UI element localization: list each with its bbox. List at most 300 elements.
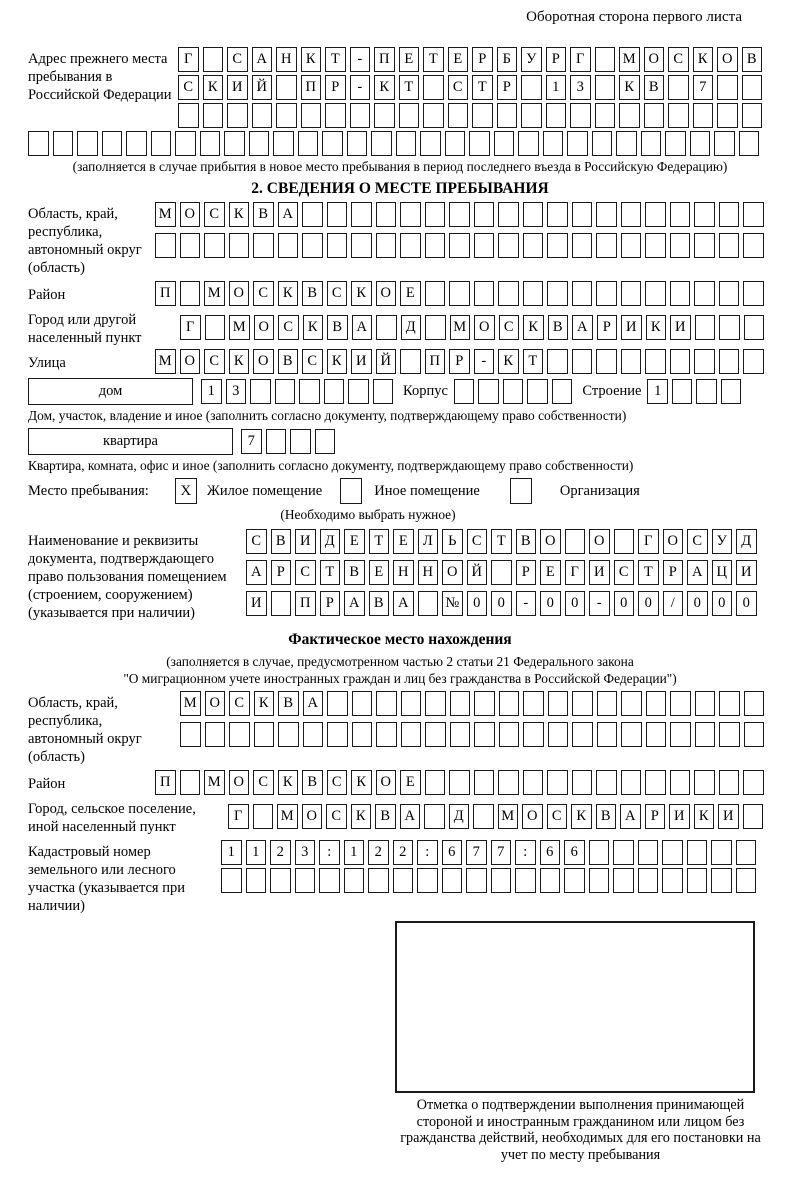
char-cell[interactable] [227, 103, 248, 128]
char-cell[interactable]: 1 [647, 379, 668, 404]
char-cell[interactable]: 7 [491, 840, 512, 865]
char-cell[interactable] [547, 281, 568, 306]
char-cell[interactable] [644, 103, 665, 128]
char-cell[interactable] [445, 131, 466, 156]
char-cell[interactable] [621, 349, 642, 374]
char-cell[interactable] [613, 840, 634, 865]
document-row-1[interactable] [246, 529, 761, 554]
char-cell[interactable]: 0 [712, 591, 733, 616]
char-cell[interactable] [474, 281, 495, 306]
char-cell[interactable] [273, 131, 294, 156]
char-cell[interactable] [744, 315, 765, 340]
char-cell[interactable] [694, 770, 715, 795]
char-cell[interactable] [102, 131, 123, 156]
char-cell[interactable] [229, 233, 250, 258]
char-cell[interactable] [276, 75, 297, 100]
char-cell[interactable] [547, 233, 568, 258]
char-cell[interactable]: М [204, 281, 225, 306]
char-cell[interactable]: О [253, 349, 274, 374]
al-oblast-row-1[interactable] [180, 691, 768, 716]
char-cell[interactable]: : [319, 840, 340, 865]
char-cell[interactable]: С [448, 75, 469, 100]
apartment-cells[interactable] [241, 429, 339, 454]
char-cell[interactable]: С [229, 691, 250, 716]
char-cell[interactable]: В [327, 315, 348, 340]
char-cell[interactable]: 0 [491, 591, 512, 616]
char-cell[interactable]: Т [325, 47, 346, 72]
char-cell[interactable] [327, 233, 348, 258]
char-cell[interactable]: К [646, 315, 667, 340]
char-cell[interactable]: - [516, 591, 537, 616]
char-cell[interactable]: У [712, 529, 733, 554]
char-cell[interactable]: Р [320, 591, 341, 616]
char-cell[interactable] [518, 131, 539, 156]
char-cell[interactable] [200, 131, 221, 156]
char-cell[interactable] [466, 868, 487, 893]
char-cell[interactable] [376, 315, 397, 340]
char-cell[interactable] [523, 281, 544, 306]
char-cell[interactable] [621, 233, 642, 258]
char-cell[interactable] [694, 349, 715, 374]
char-cell[interactable]: И [351, 349, 372, 374]
char-cell[interactable] [589, 840, 610, 865]
char-cell[interactable]: 0 [540, 591, 561, 616]
char-cell[interactable] [472, 103, 493, 128]
char-cell[interactable] [638, 840, 659, 865]
char-cell[interactable] [246, 868, 267, 893]
char-cell[interactable] [672, 379, 693, 404]
char-cell[interactable] [325, 103, 346, 128]
char-cell[interactable] [203, 103, 224, 128]
char-cell[interactable]: О [663, 529, 684, 554]
char-cell[interactable] [572, 233, 593, 258]
char-cell[interactable] [474, 722, 495, 747]
char-cell[interactable] [180, 281, 201, 306]
char-cell[interactable] [687, 840, 708, 865]
char-cell[interactable]: О [522, 804, 543, 829]
char-cell[interactable] [614, 529, 635, 554]
char-cell[interactable] [646, 691, 667, 716]
char-cell[interactable]: В [375, 804, 396, 829]
char-cell[interactable]: О [229, 770, 250, 795]
char-cell[interactable] [425, 202, 446, 227]
char-cell[interactable] [229, 722, 250, 747]
char-cell[interactable]: С [204, 202, 225, 227]
char-cell[interactable]: И [718, 804, 739, 829]
char-cell[interactable]: М [155, 349, 176, 374]
char-cell[interactable]: Р [472, 47, 493, 72]
char-cell[interactable]: Н [276, 47, 297, 72]
char-cell[interactable]: : [515, 840, 536, 865]
char-cell[interactable]: Г [178, 47, 199, 72]
dom-number-cells[interactable] [201, 379, 397, 404]
char-cell[interactable] [744, 691, 765, 716]
char-cell[interactable] [641, 131, 662, 156]
char-cell[interactable]: Д [320, 529, 341, 554]
char-cell[interactable]: Е [369, 560, 390, 585]
char-cell[interactable] [595, 47, 616, 72]
char-cell[interactable]: В [278, 349, 299, 374]
char-cell[interactable] [521, 103, 542, 128]
char-cell[interactable]: О [254, 315, 275, 340]
char-cell[interactable] [645, 233, 666, 258]
char-cell[interactable]: И [589, 560, 610, 585]
char-cell[interactable] [473, 804, 494, 829]
char-cell[interactable]: И [670, 315, 691, 340]
char-cell[interactable] [548, 691, 569, 716]
char-cell[interactable]: А [620, 804, 641, 829]
char-cell[interactable] [450, 691, 471, 716]
char-cell[interactable] [205, 722, 226, 747]
char-cell[interactable]: А [252, 47, 273, 72]
char-cell[interactable] [694, 233, 715, 258]
char-cell[interactable]: С [295, 560, 316, 585]
korpus-cells[interactable] [454, 379, 577, 404]
char-cell[interactable] [425, 315, 446, 340]
char-cell[interactable]: К [203, 75, 224, 100]
char-cell[interactable]: Б [497, 47, 518, 72]
char-cell[interactable]: 0 [614, 591, 635, 616]
char-cell[interactable] [449, 233, 470, 258]
char-cell[interactable] [596, 202, 617, 227]
char-cell[interactable]: А [246, 560, 267, 585]
char-cell[interactable] [552, 379, 573, 404]
char-cell[interactable] [668, 75, 689, 100]
char-cell[interactable] [595, 103, 616, 128]
char-cell[interactable]: : [417, 840, 438, 865]
char-cell[interactable] [548, 722, 569, 747]
char-cell[interactable] [175, 131, 196, 156]
char-cell[interactable]: С [227, 47, 248, 72]
char-cell[interactable] [670, 770, 691, 795]
char-cell[interactable]: В [369, 591, 390, 616]
char-cell[interactable] [695, 722, 716, 747]
char-cell[interactable]: И [621, 315, 642, 340]
char-cell[interactable]: 0 [736, 591, 757, 616]
char-cell[interactable]: К [229, 349, 250, 374]
char-cell[interactable] [396, 131, 417, 156]
char-cell[interactable] [425, 722, 446, 747]
char-cell[interactable]: К [327, 349, 348, 374]
char-cell[interactable]: Г [180, 315, 201, 340]
char-cell[interactable] [498, 281, 519, 306]
char-cell[interactable] [204, 233, 225, 258]
char-cell[interactable]: С [253, 770, 274, 795]
char-cell[interactable] [205, 315, 226, 340]
char-cell[interactable] [478, 379, 499, 404]
char-cell[interactable] [717, 75, 738, 100]
char-cell[interactable] [696, 379, 717, 404]
char-cell[interactable]: 3 [570, 75, 591, 100]
char-cell[interactable] [368, 868, 389, 893]
char-cell[interactable]: Р [597, 315, 618, 340]
char-cell[interactable]: П [155, 281, 176, 306]
char-cell[interactable]: П [425, 349, 446, 374]
char-cell[interactable]: В [548, 315, 569, 340]
char-cell[interactable] [719, 315, 740, 340]
char-cell[interactable]: К [301, 47, 322, 72]
char-cell[interactable] [693, 103, 714, 128]
char-cell[interactable] [546, 103, 567, 128]
char-cell[interactable] [572, 770, 593, 795]
char-cell[interactable]: Ц [712, 560, 733, 585]
char-cell[interactable] [126, 131, 147, 156]
char-cell[interactable] [299, 379, 320, 404]
char-cell[interactable]: 1 [246, 840, 267, 865]
char-cell[interactable]: А [303, 691, 324, 716]
char-cell[interactable]: В [253, 202, 274, 227]
char-cell[interactable] [621, 691, 642, 716]
char-cell[interactable]: С [204, 349, 225, 374]
char-cell[interactable] [540, 868, 561, 893]
char-cell[interactable] [420, 131, 441, 156]
char-cell[interactable] [743, 349, 764, 374]
char-cell[interactable]: Е [540, 560, 561, 585]
char-cell[interactable]: С [467, 529, 488, 554]
char-cell[interactable] [670, 202, 691, 227]
char-cell[interactable]: 3 [295, 840, 316, 865]
char-cell[interactable]: Г [565, 560, 586, 585]
char-cell[interactable]: О [474, 315, 495, 340]
char-cell[interactable] [301, 103, 322, 128]
char-cell[interactable]: М [180, 691, 201, 716]
char-cell[interactable]: С [178, 75, 199, 100]
char-cell[interactable] [295, 868, 316, 893]
char-cell[interactable] [423, 75, 444, 100]
char-cell[interactable]: Е [400, 770, 421, 795]
char-cell[interactable] [743, 281, 764, 306]
char-cell[interactable] [371, 131, 392, 156]
char-cell[interactable]: Д [736, 529, 757, 554]
char-cell[interactable] [278, 233, 299, 258]
char-cell[interactable]: В [516, 529, 537, 554]
char-cell[interactable]: № [442, 591, 463, 616]
char-cell[interactable]: О [180, 349, 201, 374]
char-cell[interactable] [621, 722, 642, 747]
char-cell[interactable] [425, 770, 446, 795]
prev-address-row-3[interactable] [178, 103, 766, 128]
char-cell[interactable] [668, 103, 689, 128]
char-cell[interactable] [28, 131, 49, 156]
char-cell[interactable] [719, 281, 740, 306]
char-cell[interactable]: Й [376, 349, 397, 374]
char-cell[interactable]: Й [467, 560, 488, 585]
char-cell[interactable] [646, 722, 667, 747]
char-cell[interactable] [621, 281, 642, 306]
char-cell[interactable]: 7 [466, 840, 487, 865]
cadastre-row-1[interactable] [221, 840, 760, 865]
char-cell[interactable]: В [344, 560, 365, 585]
char-cell[interactable]: К [303, 315, 324, 340]
char-cell[interactable] [374, 103, 395, 128]
char-cell[interactable] [721, 379, 742, 404]
char-cell[interactable] [254, 722, 275, 747]
char-cell[interactable]: Т [638, 560, 659, 585]
char-cell[interactable] [743, 233, 764, 258]
char-cell[interactable]: О [229, 281, 250, 306]
char-cell[interactable]: У [521, 47, 542, 72]
char-cell[interactable]: К [278, 281, 299, 306]
char-cell[interactable]: К [523, 315, 544, 340]
char-cell[interactable]: Е [344, 529, 365, 554]
document-row-3[interactable] [246, 591, 761, 616]
char-cell[interactable] [695, 691, 716, 716]
char-cell[interactable] [180, 233, 201, 258]
char-cell[interactable]: П [295, 591, 316, 616]
char-cell[interactable] [469, 131, 490, 156]
char-cell[interactable]: Р [271, 560, 292, 585]
char-cell[interactable]: М [498, 804, 519, 829]
char-cell[interactable]: О [644, 47, 665, 72]
char-cell[interactable]: В [596, 804, 617, 829]
checkbox-inoe[interactable] [340, 478, 362, 504]
char-cell[interactable] [376, 233, 397, 258]
char-cell[interactable] [739, 131, 760, 156]
char-cell[interactable]: Р [645, 804, 666, 829]
char-cell[interactable] [474, 233, 495, 258]
char-cell[interactable] [253, 233, 274, 258]
char-cell[interactable] [717, 103, 738, 128]
al-raion-row[interactable] [155, 770, 768, 795]
char-cell[interactable]: К [693, 47, 714, 72]
char-cell[interactable] [670, 722, 691, 747]
char-cell[interactable]: Н [393, 560, 414, 585]
char-cell[interactable]: М [277, 804, 298, 829]
char-cell[interactable]: Т [491, 529, 512, 554]
char-cell[interactable] [180, 722, 201, 747]
char-cell[interactable]: Т [399, 75, 420, 100]
char-cell[interactable] [621, 770, 642, 795]
char-cell[interactable]: И [295, 529, 316, 554]
char-cell[interactable] [180, 770, 201, 795]
char-cell[interactable] [621, 202, 642, 227]
char-cell[interactable] [497, 103, 518, 128]
char-cell[interactable] [250, 379, 271, 404]
char-cell[interactable] [53, 131, 74, 156]
char-cell[interactable] [596, 770, 617, 795]
checkbox-zhiloe[interactable]: X [175, 478, 197, 504]
char-cell[interactable] [352, 691, 373, 716]
char-cell[interactable] [694, 281, 715, 306]
char-cell[interactable]: И [227, 75, 248, 100]
char-cell[interactable]: Н [418, 560, 439, 585]
char-cell[interactable]: 2 [270, 840, 291, 865]
char-cell[interactable]: Й [252, 75, 273, 100]
s2-oblast-row-2[interactable] [155, 233, 768, 258]
char-cell[interactable] [572, 722, 593, 747]
char-cell[interactable] [252, 103, 273, 128]
char-cell[interactable] [418, 591, 439, 616]
char-cell[interactable] [302, 202, 323, 227]
char-cell[interactable] [275, 379, 296, 404]
char-cell[interactable] [719, 233, 740, 258]
char-cell[interactable]: О [302, 804, 323, 829]
prev-address-row-1[interactable] [178, 47, 766, 72]
char-cell[interactable] [572, 691, 593, 716]
char-cell[interactable] [572, 281, 593, 306]
char-cell[interactable] [270, 868, 291, 893]
char-cell[interactable]: Ь [442, 529, 463, 554]
char-cell[interactable] [298, 131, 319, 156]
char-cell[interactable]: А [400, 804, 421, 829]
char-cell[interactable] [742, 75, 763, 100]
char-cell[interactable] [596, 281, 617, 306]
char-cell[interactable]: 0 [687, 591, 708, 616]
char-cell[interactable]: Т [523, 349, 544, 374]
char-cell[interactable]: - [350, 47, 371, 72]
char-cell[interactable] [315, 429, 336, 454]
char-cell[interactable]: Г [228, 804, 249, 829]
char-cell[interactable]: Р [663, 560, 684, 585]
char-cell[interactable] [619, 103, 640, 128]
char-cell[interactable]: Р [516, 560, 537, 585]
char-cell[interactable] [670, 349, 691, 374]
char-cell[interactable] [474, 691, 495, 716]
char-cell[interactable]: / [663, 591, 684, 616]
char-cell[interactable] [662, 868, 683, 893]
char-cell[interactable]: К [351, 281, 372, 306]
char-cell[interactable]: К [694, 804, 715, 829]
char-cell[interactable] [499, 722, 520, 747]
char-cell[interactable] [665, 131, 686, 156]
char-cell[interactable] [393, 868, 414, 893]
char-cell[interactable] [572, 349, 593, 374]
char-cell[interactable] [400, 202, 421, 227]
char-cell[interactable]: С [253, 281, 274, 306]
char-cell[interactable] [327, 722, 348, 747]
char-cell[interactable]: Р [449, 349, 470, 374]
char-cell[interactable] [523, 233, 544, 258]
char-cell[interactable]: П [301, 75, 322, 100]
char-cell[interactable] [523, 722, 544, 747]
char-cell[interactable]: О [205, 691, 226, 716]
char-cell[interactable]: М [204, 770, 225, 795]
s2-raion-row[interactable] [155, 281, 768, 306]
char-cell[interactable] [494, 131, 515, 156]
char-cell[interactable] [597, 691, 618, 716]
char-cell[interactable] [596, 233, 617, 258]
char-cell[interactable] [523, 770, 544, 795]
char-cell[interactable]: О [717, 47, 738, 72]
char-cell[interactable] [376, 722, 397, 747]
char-cell[interactable] [401, 722, 422, 747]
char-cell[interactable] [613, 868, 634, 893]
char-cell[interactable] [448, 103, 469, 128]
char-cell[interactable] [670, 233, 691, 258]
char-cell[interactable]: О [376, 770, 397, 795]
al-oblast-row-2[interactable] [180, 722, 768, 747]
char-cell[interactable] [401, 691, 422, 716]
char-cell[interactable]: 6 [442, 840, 463, 865]
char-cell[interactable] [570, 103, 591, 128]
document-row-2[interactable] [246, 560, 761, 585]
char-cell[interactable]: М [155, 202, 176, 227]
char-cell[interactable]: С [327, 770, 348, 795]
char-cell[interactable]: А [687, 560, 708, 585]
char-cell[interactable]: С [246, 529, 267, 554]
char-cell[interactable]: К [278, 770, 299, 795]
char-cell[interactable]: - [474, 349, 495, 374]
char-cell[interactable] [498, 233, 519, 258]
char-cell[interactable] [498, 770, 519, 795]
char-cell[interactable] [564, 868, 585, 893]
char-cell[interactable] [203, 47, 224, 72]
char-cell[interactable]: 1 [221, 840, 242, 865]
char-cell[interactable]: 0 [638, 591, 659, 616]
char-cell[interactable] [327, 691, 348, 716]
char-cell[interactable] [322, 131, 343, 156]
char-cell[interactable] [711, 840, 732, 865]
